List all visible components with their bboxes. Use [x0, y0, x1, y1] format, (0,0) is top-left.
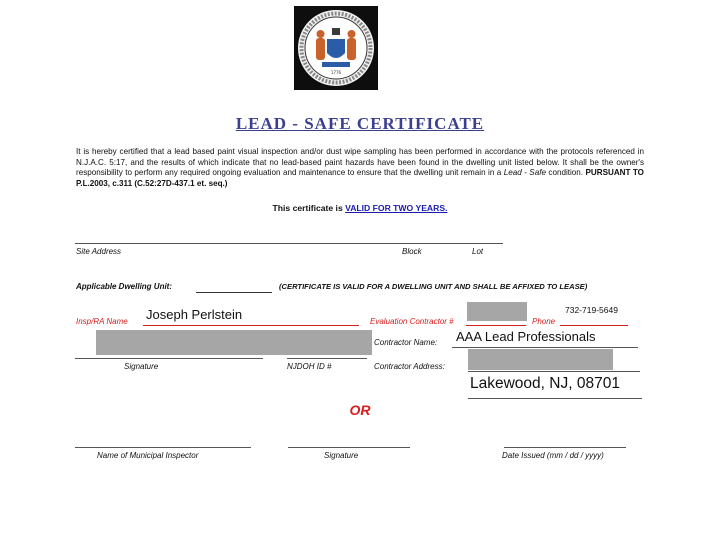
svg-text:1776: 1776 [330, 70, 342, 75]
phone-line [560, 325, 628, 326]
contractor-name-line [452, 347, 638, 348]
redacted-street-address [468, 349, 613, 370]
inspector-name-line [143, 325, 359, 326]
phone-value: 732-719-5649 [565, 305, 618, 315]
validity-link[interactable]: VALID FOR TWO YEARS. [345, 203, 448, 213]
or-separator: OR [349, 402, 371, 418]
contractor-address-label: Contractor Address: [374, 362, 445, 371]
dwelling-unit-line [196, 292, 272, 293]
date-issued-line [504, 447, 626, 448]
dwelling-unit-label: Applicable Dwelling Unit: [76, 282, 173, 291]
dwelling-unit-note: (CERTIFICATE IS VALID FOR A DWELLING UNIT AND SHALL BE AFFIXED TO LEASE) [279, 282, 588, 291]
redacted-signature [96, 330, 372, 355]
municipal-inspector-line [75, 447, 251, 448]
contractor-number-line [466, 325, 526, 326]
statement-emphasis: Lead - Safe [503, 168, 546, 178]
redacted-contractor-number [467, 302, 527, 321]
inspector-name-label: Insp/RA Name [76, 317, 128, 326]
site-address-label: Site Address [76, 247, 122, 256]
signature-label: Signature [124, 362, 159, 371]
date-issued-label: Date Issued (mm / dd / yyyy) [502, 451, 604, 460]
statement-after: condition. [545, 168, 586, 178]
municipal-inspector-label: Name of Municipal Inspector [97, 451, 199, 460]
contractor-address-line [468, 371, 640, 372]
contractor-city-line [468, 398, 642, 399]
validity-statement [0, 203, 720, 213]
certification-statement [76, 147, 644, 189]
signature-line [75, 358, 263, 359]
contractor-name-value: AAA Lead Professionals [456, 329, 596, 344]
block-label: Block [402, 247, 422, 256]
inspector-name-value: Joseph Perlstein [146, 307, 243, 322]
municipal-signature-label: Signature [324, 451, 359, 460]
statute-reference: PURSUANT TO P.L.2003, c.311 (C.52:27D-437.1 et. seq.) [76, 168, 644, 188]
contractor-city-value: Lakewood, NJ, 08701 [470, 375, 620, 392]
state-seal-icon [294, 6, 378, 90]
statement-text: It is hereby certified that a lead based paint visual inspection and/or dust wipe sampling has been performed in accordance with the protocols referenced in N.J.A.C. 5:17, and the results of which indicate that no lead-based paint hazards have been found in the dwelling unit listed below. It shall be the owner's responsibility to perform any required ongoing evaluation and maintenance to ensure that the dwelling unit remain in a [76, 147, 644, 178]
contractor-name-label: Contractor Name: [374, 338, 438, 347]
validity-prefix: This certificate is [272, 203, 346, 213]
lot-label: Lot [472, 247, 484, 256]
njdoh-id-label: NJDOH ID # [287, 362, 332, 371]
site-address-line [75, 243, 503, 244]
municipal-signature-line [288, 447, 410, 448]
evaluation-contractor-label: Evaluation Contractor # [370, 317, 454, 326]
njdoh-id-line [287, 358, 367, 359]
phone-label: Phone [532, 317, 556, 326]
certificate-title: LEAD - SAFE CERTIFICATE [235, 114, 485, 133]
